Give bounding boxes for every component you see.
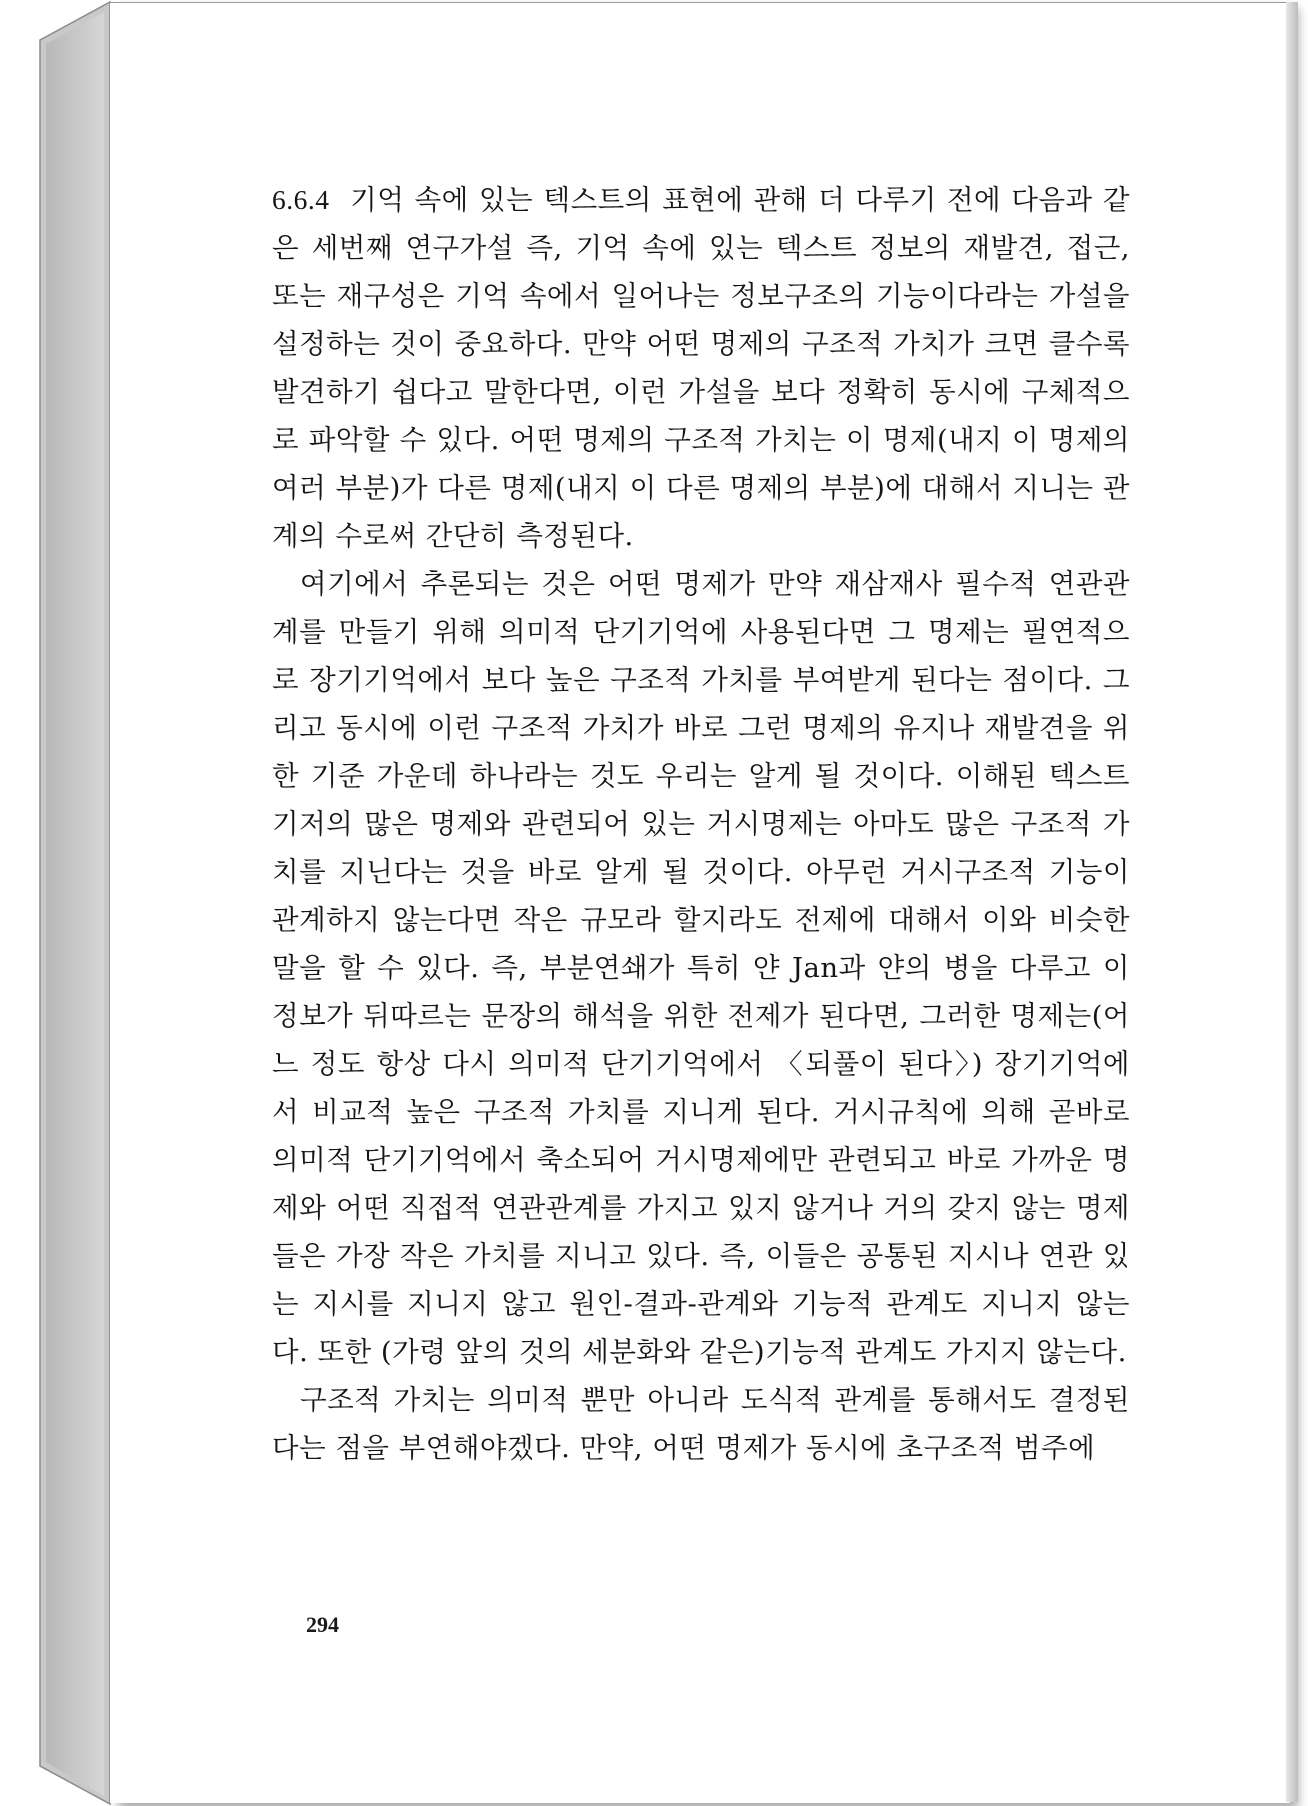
- book-spine-highlight: [46, 12, 104, 1796]
- page-edge-shadow: [1286, 2, 1298, 1802]
- page-number: 294: [306, 1612, 339, 1637]
- paragraph-2: 여기에서 추론되는 것은 어떤 명제가 만약 재삼재사 필수적 연관관계를 만들기 위해 의미적 단기기억에 사용된다면 그 명제는 필연적으로 장기기억에서 보다 높은 구조적 가치를 부여받게 된다는 점이다. 그리고 동시에 이런 구조적 가치가 바로 그런 명제의 유지나 재발견을 위한 기준 가운데 하나라는 것도 우리는 알게 될 것이다. 이해된 텍스트 기저의 많은 명제와 관련되어 있는 거시명제는 아마도 많은 구조적 가치를 지닌다는 것을 바로 알게 될 것이다. 아무런 거시구조적 기능이 관계하지 않는다면 작은 규모라 할지라도 전제에 대해서 이와 비슷한 말을 할 수 있다. 즉, 부분연쇄가 특히 얀 Jan과 얀의 병을 다루고 이 정보가 뒤따르는 문장의 해석을 위한 전제가 된다면, 그러한 명제는(어느 정도 항상 다시 의미적 단기기억에서 〈되풀이 된다〉) 장기기억에서 비교적 높은 구조적 가치를 지니게 된다. 거시규칙에 의해 곧바로 의미적 단기기억에서 축소되어 거시명제에만 관련되고 바로 가까운 명제와 어떤 직접적 연관관계를 가지고 있지 않거나 거의 갖지 않는 명제들은 가장 작은 가치를 지니고 있다. 즉, 이들은 공통된 지시나 연관 있는 지시를 지니지 않고 원인-결과-관계와 기능적 관계도 지니지 않는다. 또한 (가령 앞의 것의 세분화와 같은)기능적 관계도 가지지 않는다.: [272, 568, 1130, 1368]
- paragraph-1-text: 기억 속에 있는 텍스트의 표현에 관해 더 다루기 전에 다음과 같은 세번째 연구가설 즉, 기억 속에 있는 텍스트 정보의 재발견, 접근, 또는 재구성은 기억 속에서 일어나는 정보구조의 기능이다라는 가설을 설정하는 것이 중요하다. 만약 어떤 명제의 구조적 가치가 크면 클수록 발견하기 쉽다고 말한다면, 이런 가설을 보다 정확히 동시에 구체적으로 파악할 수 있다. 어떤 명제의 구조적 가치는 이 명제(내지 이 명제의 여러 부분)가 다른 명제(내지 이 다른 명제의 부분)에 대해서 지니는 관계의 수로써 간단히 측정된다.: [272, 184, 1131, 552]
- page-body-text: [272, 176, 1130, 1472]
- section-number: 6.6.4: [272, 184, 330, 215]
- paragraph-3: 구조적 가치는 의미적 뿐만 아니라 도식적 관계를 통해서도 결정된다는 점을 부연해야겠다. 만약, 어떤 명제가 동시에 초구조적 범주에: [272, 1384, 1130, 1464]
- paragraph-1: [272, 176, 1130, 560]
